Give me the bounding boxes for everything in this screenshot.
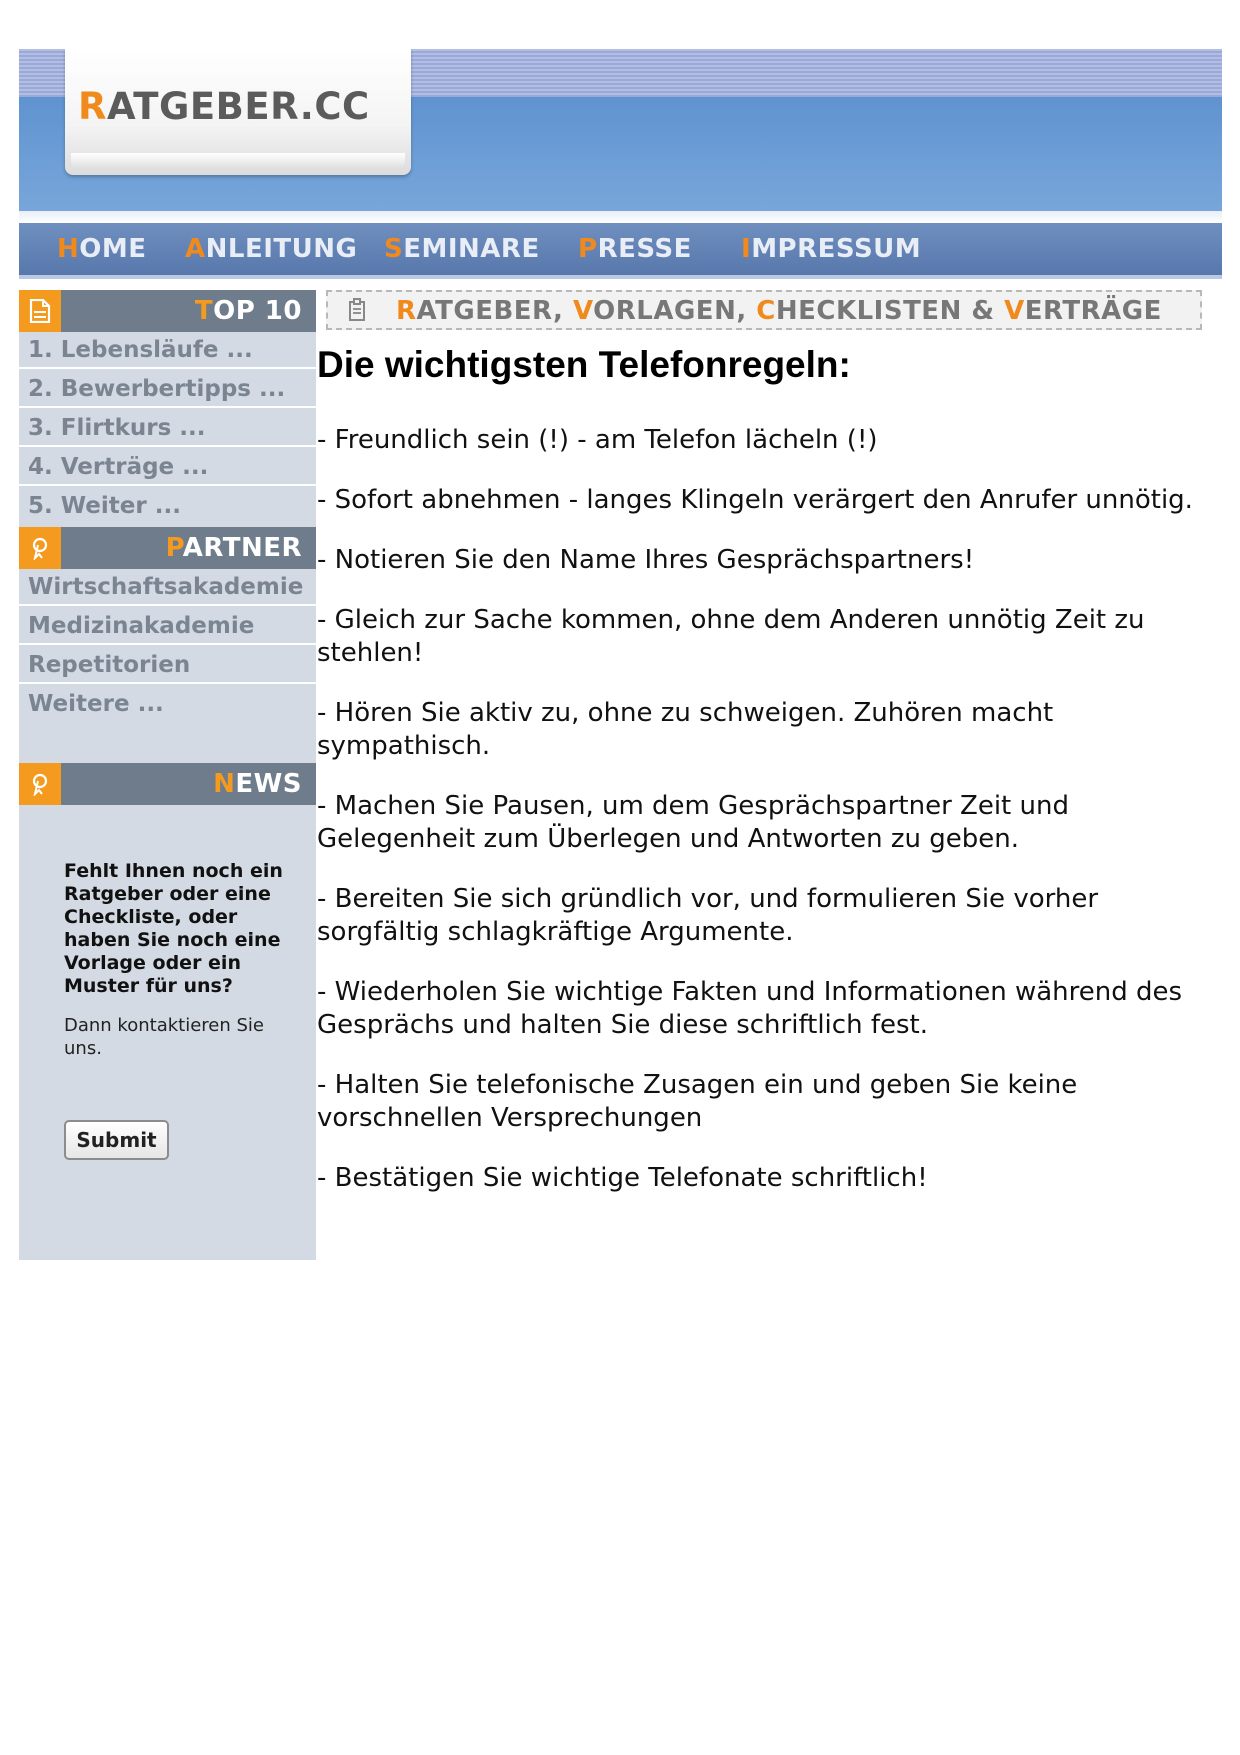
document-icon bbox=[19, 290, 61, 332]
top10-title bbox=[195, 296, 302, 326]
partner-title-first: P bbox=[165, 533, 183, 563]
partner-header bbox=[19, 527, 316, 569]
banner-part-1-first: R bbox=[396, 296, 417, 326]
rule-item: - Sofort abnehmen - langes Klingeln verärgert den Anrufer unnötig. bbox=[317, 485, 1193, 515]
top10-item-vertraege[interactable]: 4. Verträge ... bbox=[19, 449, 316, 486]
nav-seminare-first: S bbox=[384, 234, 404, 264]
news-title-first: N bbox=[213, 769, 236, 799]
news-question: Fehlt Ihnen noch ein Ratgeber oder eine Checkliste, oder haben Sie noch eine Vorlage oder ein Muster für uns? bbox=[64, 860, 283, 997]
top10-item-bewerbertipps[interactable]: 2. Bewerbertipps ... bbox=[19, 371, 316, 408]
nav-seminare[interactable] bbox=[384, 234, 540, 264]
top10-title-first: T bbox=[194, 296, 214, 326]
site-logo[interactable] bbox=[78, 85, 370, 128]
banner-part-4-first: V bbox=[1004, 296, 1025, 326]
partner-title bbox=[166, 533, 302, 563]
header-divider bbox=[19, 211, 1222, 223]
partner-item-weitere[interactable]: Weitere ... bbox=[28, 691, 164, 717]
nav-presse[interactable] bbox=[578, 234, 692, 264]
banner-part-3-first: C bbox=[756, 296, 776, 326]
rules-list bbox=[317, 424, 1217, 1222]
nav-presse-first: P bbox=[578, 234, 598, 264]
top10-item-flirtkurs[interactable]: 3. Flirtkurs ... bbox=[19, 410, 316, 447]
logo-first-letter: R bbox=[78, 85, 107, 128]
banner-part-4-rest: ERTRÄGE bbox=[1024, 296, 1162, 326]
news-title bbox=[213, 769, 302, 799]
news-header bbox=[19, 763, 316, 805]
nav-impressum[interactable] bbox=[741, 234, 921, 264]
top10-item-weiter[interactable]: 5. Weiter ... bbox=[28, 493, 181, 519]
section-banner bbox=[326, 290, 1202, 330]
person-icon bbox=[19, 527, 61, 569]
nav-impressum-rest: MPRESSUM bbox=[751, 234, 922, 264]
rule-item: - Hören Sie aktiv zu, ohne zu schweigen. Zuhören macht sympathisch. bbox=[317, 698, 1054, 761]
top10-title-rest: OP 10 bbox=[213, 296, 302, 326]
top10-item-lebenslaeufe[interactable]: 1. Lebensläufe ... bbox=[19, 332, 316, 369]
rule-item: - Gleich zur Sache kommen, ohne dem Anderen unnötig Zeit zu stehlen! bbox=[317, 605, 1145, 668]
nav-presse-rest: RESSE bbox=[597, 234, 692, 264]
rule-item: - Machen Sie Pausen, um dem Gesprächspartner Zeit und Gelegenheit zum Überlegen und Antworten zu geben. bbox=[317, 791, 1069, 854]
page-title: Die wichtigsten Telefonregeln: bbox=[317, 344, 851, 385]
banner-part-1-rest: ATGEBER, bbox=[416, 296, 573, 326]
rule-item: - Notieren Sie den Name Ihres Gesprächspartners! bbox=[317, 545, 975, 575]
rule-item: - Bestätigen Sie wichtige Telefonate schriftlich! bbox=[317, 1163, 928, 1193]
nav-home-first: H bbox=[57, 234, 80, 264]
nav-impressum-first: I bbox=[741, 234, 752, 264]
site-header bbox=[19, 49, 1222, 211]
clipboard-icon bbox=[348, 298, 366, 322]
partner-item-wirtschaftsakademie[interactable]: Wirtschaftsakademie bbox=[19, 569, 316, 606]
nav-home-rest: OME bbox=[79, 234, 147, 264]
nav-anleitung-rest: NLEITUNG bbox=[205, 234, 358, 264]
banner-part-2-first: V bbox=[572, 296, 594, 326]
submit-button[interactable]: Submit bbox=[64, 1120, 169, 1160]
news-title-rest: EWS bbox=[235, 769, 302, 799]
top10-header bbox=[19, 290, 316, 332]
banner-title bbox=[396, 296, 1162, 326]
logo-gloss bbox=[71, 153, 405, 167]
logo-rest: ATGEBER.CC bbox=[107, 85, 370, 128]
partner-item-repetitorien[interactable]: Repetitorien bbox=[19, 647, 316, 684]
nav-anleitung-first: A bbox=[185, 234, 206, 264]
partner-item-medizinakademie[interactable]: Medizinakademie bbox=[19, 608, 316, 645]
banner-part-3-rest: HECKLISTEN & bbox=[775, 296, 1005, 326]
logo-card[interactable] bbox=[65, 49, 411, 175]
rule-item: - Freundlich sein (!) - am Telefon lächeln (!) bbox=[317, 425, 878, 455]
rule-item: - Wiederholen Sie wichtige Fakten und Informationen während des Gesprächs und halten Sie diese schriftlich fest. bbox=[317, 977, 1183, 1040]
sidebar bbox=[19, 290, 316, 1260]
nav-anleitung[interactable] bbox=[185, 234, 357, 264]
nav-home[interactable] bbox=[57, 234, 147, 264]
banner-part-2-rest: ORLAGEN, bbox=[593, 296, 757, 326]
main-nav bbox=[19, 223, 1222, 279]
rule-item: - Bereiten Sie sich gründlich vor, und formulieren Sie vorher sorgfältig schlagkräftige Argumente. bbox=[317, 884, 1099, 947]
person-icon bbox=[19, 763, 61, 805]
news-box bbox=[64, 860, 289, 1060]
nav-seminare-rest: EMINARE bbox=[403, 234, 540, 264]
partner-title-rest: ARTNER bbox=[182, 533, 302, 563]
rule-item: - Halten Sie telefonische Zusagen ein und geben Sie keine vorschnellen Versprechungen bbox=[317, 1070, 1078, 1133]
news-contact-text: Dann kontaktieren Sie uns. bbox=[64, 1015, 264, 1059]
